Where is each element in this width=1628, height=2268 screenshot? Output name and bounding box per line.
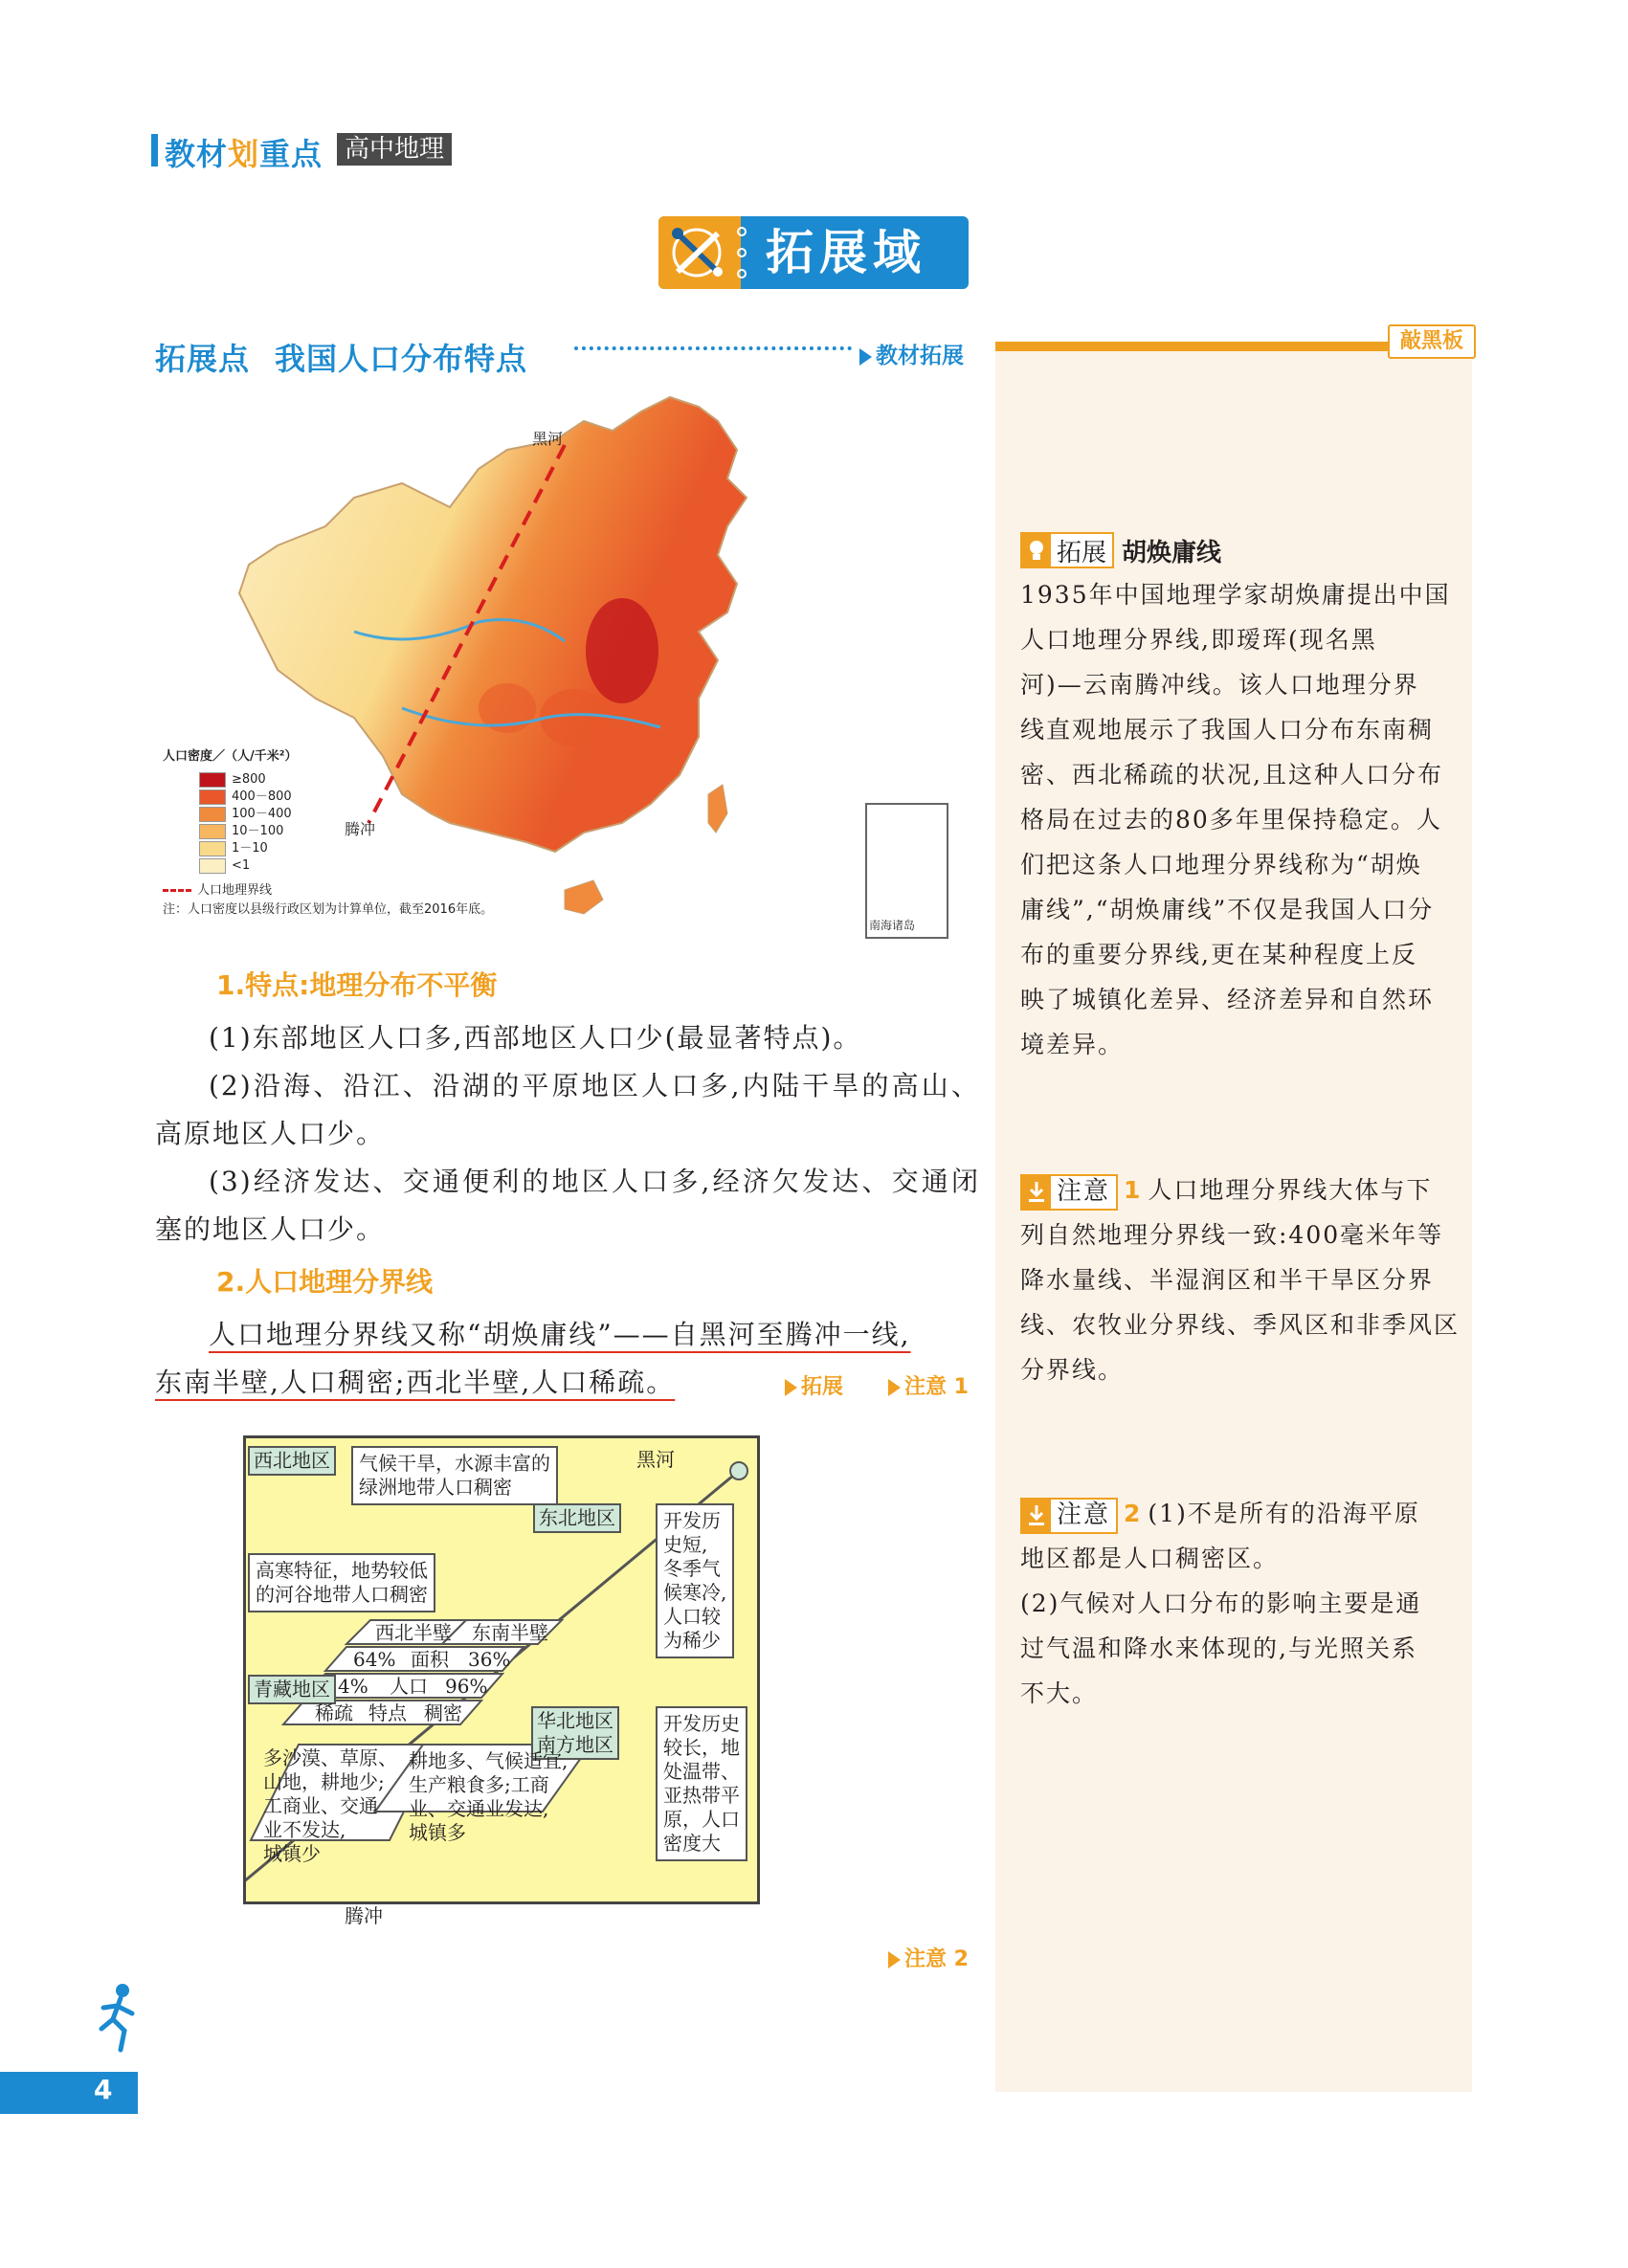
expand-box (1020, 532, 1461, 1067)
expand-tag: 拓展 (1020, 532, 1114, 568)
expand-line: 河)—云南腾冲线。该人口地理分界 (1020, 671, 1419, 699)
west-desc-line: 多沙漠、草原、 (263, 1746, 397, 1769)
topic-heading: 拓展点 我国人口分布特点 (155, 341, 528, 377)
taiwan-island (708, 785, 727, 833)
ne-desc-line: 为稀少 (663, 1629, 721, 1652)
heihe-point (730, 1462, 747, 1479)
tbl-feat-label: 特点 (368, 1701, 407, 1724)
legend-swatch (199, 858, 226, 874)
legend-line: 人口地理界线 (163, 882, 479, 900)
note1-number: 1 (1124, 1176, 1143, 1204)
inset-label: 南海诸岛 (869, 919, 916, 932)
population-line-diagram (243, 1435, 760, 1904)
ne-desc-line: 史短, (663, 1533, 708, 1556)
note2-line: 不大。 (1020, 1679, 1099, 1707)
tbl-nw-half: 西北半壁 (375, 1621, 452, 1644)
triangle-icon (888, 1379, 901, 1396)
west-desc-line: 工商业、交通 (263, 1794, 378, 1817)
expand-line: 线直观地展示了我国人口分布东南稠 (1020, 716, 1435, 744)
hb-desc-line: 处温带、 (663, 1760, 740, 1783)
note2-box (1020, 1491, 1461, 1716)
item-2: (2)沿海、沿江、沿湖的平原地区人口多,内陆干旱的高山、高原地区人口少。 (155, 1070, 980, 1149)
nw-region-label: 西北地区 (248, 1446, 336, 1476)
legend-label: 10－100 (232, 824, 284, 838)
west-desc-line: 业不发达, (263, 1818, 346, 1841)
legend-item (199, 823, 479, 840)
hb-desc-line: 较长，地 (663, 1736, 740, 1759)
heihe-label: 黑河 (532, 430, 564, 448)
legend-item (199, 806, 479, 823)
note1-line: 线、农牧业分界线、季风区和非季风区 (1020, 1311, 1461, 1339)
expand-line: 境差异。 (1020, 1031, 1125, 1058)
east-desc-line: 城镇多 (409, 1821, 466, 1844)
dashed-line-icon (163, 889, 191, 892)
legend-swatch (199, 841, 226, 856)
expand-line: 庸线”,“胡焕庸线”不仅是我国人口分 (1020, 896, 1435, 923)
download-icon (1022, 1176, 1051, 1209)
expand-line: 1935年中国地理学家胡焕庸提出中国 (1020, 581, 1451, 609)
legend-item (199, 771, 479, 789)
note2-line: (2)气候对人口分布的影响主要是通 (1020, 1590, 1422, 1617)
definition-line-2: 东南半壁,人口稠密;西北半壁,人口稀疏。 (155, 1367, 676, 1398)
legend-label: 100－400 (232, 807, 292, 821)
ne-desc-line: 开发历 (663, 1509, 721, 1532)
tbl-pop-nw: 4% (338, 1675, 368, 1698)
expand-line: 人口地理分界线,即瑷珲(现名黑 (1020, 626, 1377, 654)
note1-line-0: 人口地理分界线大体与下 (1148, 1176, 1433, 1204)
tbl-area-se: 36% (468, 1648, 511, 1671)
hb-desc (656, 1706, 747, 1861)
note2-first-line (1020, 1491, 1461, 1536)
hainan-island (565, 880, 603, 914)
brand-bar (151, 134, 158, 167)
legend-title: 人口密度／（人/千米²） (163, 749, 298, 764)
note1-text (1020, 1212, 1461, 1392)
expand-line: 映了城镇化差异、经济差异和自然环 (1020, 986, 1435, 1013)
ne-desc-line: 候寒冷, (663, 1581, 727, 1604)
east-desc-line: 业、交通业发达, (409, 1797, 549, 1820)
legend-label: 1－10 (232, 841, 268, 856)
ne-desc-line: 人口较 (663, 1605, 721, 1628)
population-map (163, 392, 967, 947)
note2-text (1020, 1536, 1461, 1716)
triangle-icon (859, 348, 872, 366)
ne-region-label: 东北地区 (533, 1503, 621, 1533)
map-legend (163, 748, 494, 919)
legend-swatch (199, 824, 226, 839)
section1-heading: 1.特点:地理分布不平衡 (216, 969, 498, 1001)
section2-heading: 2.人口地理分界线 (216, 1266, 434, 1298)
banner-title: 拓展域 (766, 225, 926, 280)
tengchong-label: 腾冲 (345, 820, 376, 838)
legend-item (199, 857, 479, 875)
tbl-pop-label: 人口 (390, 1675, 428, 1698)
dense-core (586, 598, 658, 703)
tbl-feat-nw: 稀疏 (315, 1701, 353, 1724)
tbl-area-nw: 64% (353, 1648, 396, 1671)
expand-line: 们把这条人口地理分界线称为“胡焕 (1020, 851, 1422, 878)
legend-item (199, 840, 479, 857)
item-3: (3)经济发达、交通便利的地区人口多,经济欠发达、交通闭塞的地区人口少。 (155, 1166, 980, 1245)
definition-line-1: 人口地理分界线又称“胡焕庸线”——自黑河至腾冲一线, (209, 1319, 911, 1350)
hb-region-label: 华北地区 南方地区 (531, 1706, 619, 1760)
expand-text (1020, 572, 1461, 1067)
legend-swatch (199, 772, 226, 788)
section2-body (155, 1311, 980, 1407)
west-desc (263, 1746, 397, 1866)
subject-label: 高中地理 (337, 133, 452, 166)
tbl-se-half: 东南半壁 (472, 1621, 548, 1644)
east-desc (409, 1749, 568, 1845)
expand-line: 布的重要分界线,更在某种程度上反 (1020, 941, 1417, 968)
note1-first-line (1020, 1167, 1461, 1212)
note1-tag: 注意 (1020, 1174, 1118, 1211)
legend-label: ≥800 (232, 772, 266, 787)
note2-line: 地区都是人口稠密区。 (1020, 1545, 1280, 1572)
note1-box (1020, 1167, 1461, 1392)
diagram-tengchong-label: 腾冲 (345, 1904, 383, 1927)
east-desc-line: 生产粮食多;工商 (409, 1773, 549, 1796)
note1-line: 列自然地理分界线一致:400毫米年等 (1020, 1221, 1444, 1249)
heihe-label: 黑河 (636, 1448, 675, 1471)
note2-line: 过气温和降水来体现的,与光照关系 (1020, 1634, 1417, 1662)
topic-tag: 教材拓展 (859, 338, 964, 369)
section1-body (155, 1014, 980, 1254)
note1-line: 降水量线、半湿润区和半干旱区分界 (1020, 1266, 1435, 1294)
west-desc-line: 城镇少 (263, 1842, 321, 1865)
legend-swatch (199, 807, 226, 822)
qz-region-label: 青藏地区 (248, 1675, 336, 1704)
tbl-area-label: 面积 (411, 1648, 449, 1671)
note1-line: 分界线。 (1020, 1356, 1125, 1384)
west-desc-line: 山地，耕地少; (263, 1770, 385, 1793)
note2-number: 2 (1124, 1500, 1143, 1527)
runner-icon (92, 1981, 149, 2061)
hb-desc-line: 开发历史 (663, 1712, 740, 1735)
note2-tag: 注意 (1020, 1498, 1118, 1534)
page-number: 4 (94, 2074, 113, 2105)
page-number-bar (0, 2072, 138, 2114)
tbl-pop-se: 96% (445, 1675, 488, 1698)
hb-desc-line: 亚热带平 (663, 1784, 740, 1807)
item-1: (1)东部地区人口多,西部地区人口少(最显著特点)。 (209, 1022, 862, 1054)
hb-desc-line: 原，人口 (663, 1808, 740, 1831)
lightbulb-icon (1022, 534, 1051, 567)
download-icon (1022, 1500, 1051, 1532)
note2-line-0: (1)不是所有的沿海平原 (1148, 1500, 1420, 1527)
expand-line: 格局在过去的80多年里保持稳定。人 (1020, 806, 1442, 834)
hb-desc-line: 密度大 (663, 1832, 721, 1855)
triangle-icon (785, 1379, 797, 1396)
sidebar-tag: 敲黑板 (1388, 324, 1476, 359)
expand-title: 胡焕庸线 (1122, 538, 1222, 567)
triangle-icon (888, 1951, 901, 1968)
qz-desc: 高寒特征，地势较低 的河谷地带人口稠密 (248, 1553, 435, 1612)
map-note: 注：人口密度以县级行政区划为计算单位，截至2016年底。 (163, 902, 494, 917)
ne-desc (656, 1503, 734, 1658)
east-desc-line: 耕地多、气候适宜, (409, 1749, 569, 1772)
tbl-feat-se: 稠密 (424, 1701, 462, 1724)
ref-expand[interactable]: 拓展 (785, 1370, 843, 1400)
sidebar-rule (995, 342, 1388, 351)
nw-desc: 气候干旱，水源丰富的 绿洲地带人口稠密 (351, 1446, 558, 1505)
tools-icon (658, 216, 741, 289)
ne-desc-line: 冬季气 (663, 1557, 721, 1580)
legend-item (199, 789, 479, 806)
legend-swatch (199, 789, 226, 805)
ref-note1[interactable]: 注意 1 (888, 1370, 969, 1400)
legend-label: <1 (232, 858, 251, 873)
brand-logo: 教材划重点 (165, 136, 323, 172)
dotted-leader (574, 346, 852, 350)
expand-line: 密、西北稀疏的状况,且这种人口分布 (1020, 761, 1443, 789)
ring-binder-icon (735, 222, 748, 283)
ref-note2[interactable]: 注意 2 (888, 1943, 969, 1972)
legend-label: 400－800 (232, 789, 292, 804)
